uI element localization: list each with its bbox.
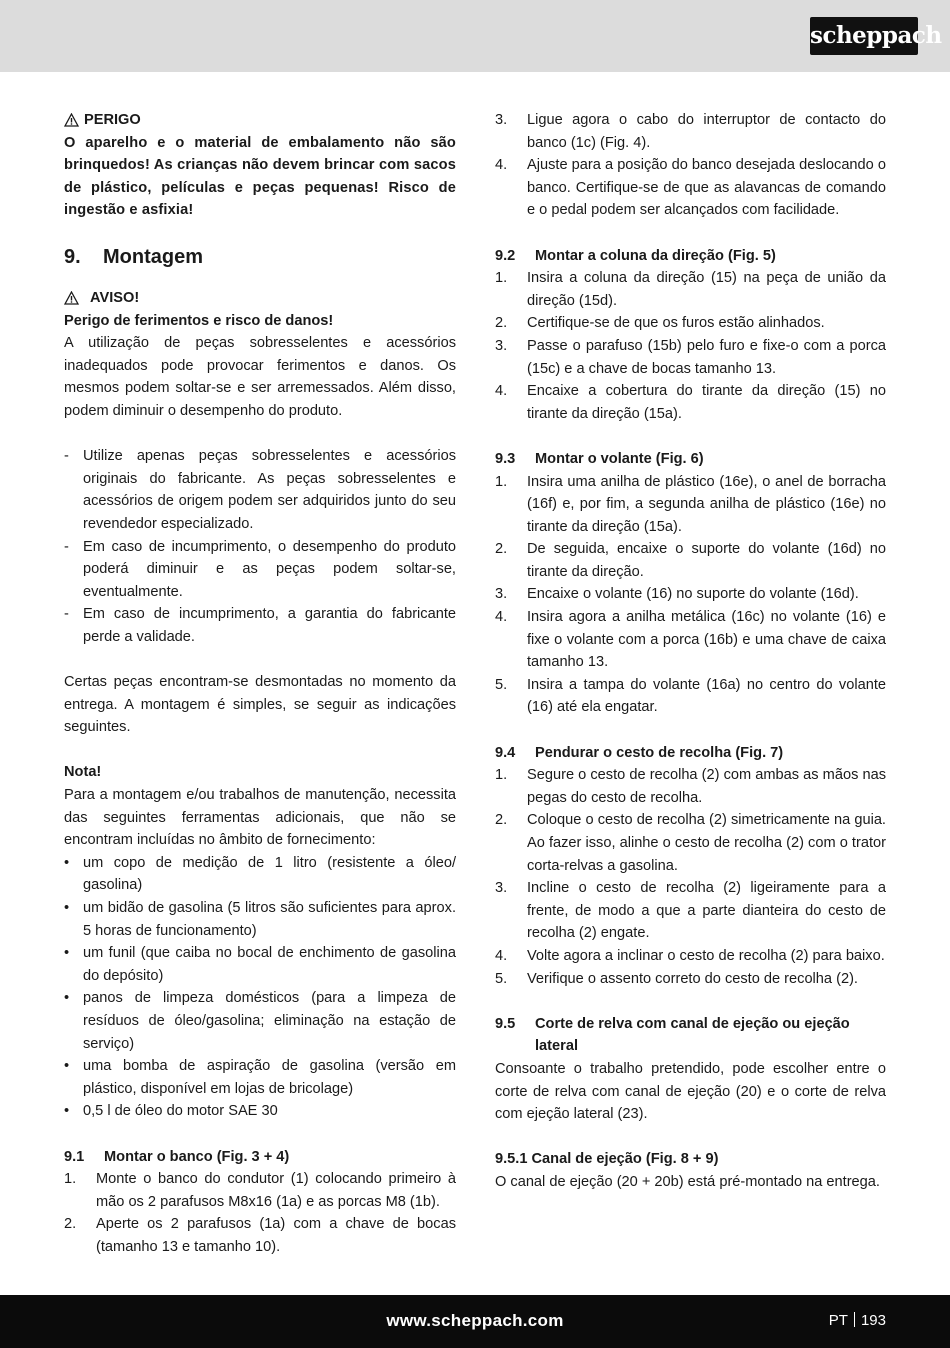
section-9-4-heading: 9.4 Pendurar o cesto de recolha (Fig. 7) (495, 744, 784, 761)
list-item: 1. Segure o cesto de recolha (2) com ambas as mãos nas pegas do cesto de recolha. (495, 767, 886, 806)
list-item: 3. Passe o parafuso (15b) pelo furo e fixe-o com a porca (15c) e a chave de bocas tamanho 13. (495, 337, 886, 377)
list-item: - Utilize apenas peças sobresselentes e acessórios originais do fabricante. As peças sobresselentes e acessórios de origem podem ser adquiridos junto do seu revendedor especializado. (64, 448, 456, 532)
right-column (495, 109, 886, 1194)
section-9-5-text: Consoante o trabalho pretendido, pode escolher entre o corte de relva com canal de ejeção (20) e o corte de relva com ejeção lateral (23). (495, 1060, 886, 1123)
section-9-2-heading: 9.2 Montar a coluna da direção (Fig. 5) (495, 247, 776, 264)
page-indicator (829, 1309, 886, 1333)
list-item: 1. Insira uma anilha de plástico (16e), o anel de borracha (16f) e, por fim, a segunda anilha de plástico (16e) no tirante da direção (15a). (495, 473, 886, 535)
list-item: 4. Insira agora a anilha metálica (16c) no volante (16) e fixe o volante com a porca (16b) e uma chave de caixa tamanho 13. (495, 609, 886, 671)
section-9-5-heading: 9.5 Corte de relva com canal de ejeção ou ejeção lateral (495, 1015, 850, 1055)
section-9-1-heading: 9.1 Montar o banco (Fig. 3 + 4) (64, 1148, 290, 1165)
list-item: - Em caso de incumprimento, a garantia do fabricante perde a validade. (64, 606, 456, 645)
list-item: 4. Encaixe a cobertura do tirante da direção (15) no tirante da direção (15a). (495, 383, 886, 422)
list-item: • 0,5 l de óleo do motor SAE 30 (64, 1103, 278, 1120)
aviso-text: A utilização de peças sobresselentes e acessórios inadequados pode provocar ferimentos e danos. Os mesmos podem soltar-se e ser arremessados. Além disso, podem diminuir o desempenho do produto. (64, 335, 456, 419)
left-column (64, 109, 456, 1259)
list-item: 5. Verifique o assento correto do cesto de recolha (2). (495, 970, 858, 987)
list-item: - Em caso de incumprimento, o desempenho do produto poderá diminuir e as peças podem soltar-se, eventualmente. (64, 538, 456, 600)
list-item: 2. De seguida, encaixe o suporte do volante (16d) no tirante da direção. (495, 541, 886, 580)
warning-triangle-icon (64, 113, 79, 127)
list-item: 1. Insira a coluna da direção (15) na peça de união da direção (15d). (495, 270, 886, 309)
list-item: 5. Insira a tampa do volante (16a) no centro do volante (16) até ela engatar. (495, 676, 886, 716)
scheppach-logo: scheppach (810, 17, 918, 55)
perigo-label: PERIGO (84, 112, 141, 128)
section-9-1-steps-continued (495, 109, 886, 222)
list-item: 2. Aperte os 2 parafusos (1a) com a chave de bocas (tamanho 13 e tamanho 10). (64, 1216, 456, 1255)
nota-label: Nota! (64, 764, 102, 781)
section-9-4-steps (495, 764, 886, 990)
section-9-5-1-text: O canal de ejeção (20 + 20b) está pré-montado na entrega. (495, 1173, 880, 1190)
tools-list (64, 852, 456, 1123)
section-9-1-steps (64, 1168, 456, 1258)
list-item: 1. Monte o banco do condutor (1) colocando primeiro à mão os 2 parafusos M8x16 (1a) e as porcas M8 (1b). (64, 1171, 456, 1210)
list-item: • um bidão de gasolina (5 litros são suficientes para aprox. 5 horas de funcionamento) (64, 900, 456, 939)
list-item: • uma bomba de aspiração de gasolina (versão em plástico, disponível em lojas de bricolage) (64, 1058, 456, 1097)
section-9-3-steps (495, 471, 886, 720)
list-item: • um funil (que caiba no bocal de enchimento de gasolina do depósito) (64, 945, 456, 984)
list-item: 4. Volte agora a inclinar o cesto de recolha (2) para baixo. (495, 947, 885, 964)
section-9-title: Montagem (103, 245, 203, 268)
section-9-heading (64, 242, 456, 272)
montagem-text: Certas peças encontram-se desmontadas no momento da entrega. A montagem é simples, se seguir as indicações seguintes. (64, 674, 456, 736)
aviso-heading (64, 287, 456, 310)
list-item: • um copo de medição de 1 litro (resistente a óleo/ gasolina) (64, 854, 456, 894)
dash-list (64, 445, 456, 648)
list-item: 2. Coloque o cesto de recolha (2) simetricamente na guia. Ao fazer isso, alinhe o cesto de recolha (2) com o trator corta-relvas a gasolina. (495, 812, 886, 874)
aviso-label: AVISO! (90, 289, 140, 306)
aviso-subtitle: Perigo de ferimentos e risco de danos! (64, 312, 334, 329)
list-item: 2. Certifique-se de que os furos estão alinhados. (495, 315, 825, 332)
list-item: 3. Incline o cesto de recolha (2) ligeiramente para a frente, de modo a que a parte dianteira do cesto de recolha (2) engate. (495, 880, 886, 942)
list-item: 3. Ligue agora o cabo do interruptor de contacto do banco (1c) (Fig. 4). (495, 112, 886, 151)
list-item: 4. Ajuste para a posição do banco desejada deslocando o banco. Certifique-se de que as alavancas de comando e o pedal podem ser alcançados com facilidade. (495, 157, 886, 219)
footer (0, 1295, 950, 1348)
perigo-text: O aparelho e o material de embalamento não são brinquedos! As crianças não devem brincar com sacos de plástico, películas e peças pequenas! Risco de ingestão e asfixia! (64, 134, 456, 219)
nota-text: Para a montagem e/ou trabalhos de manutenção, necessita das seguintes ferramentas adicionais, que não se encontram incluídas no âmbito de fornecimento: (64, 787, 456, 849)
warning-triangle-icon (64, 291, 79, 305)
section-9-2-steps (495, 267, 886, 425)
section-9-number: 9. (64, 245, 81, 268)
language-code: PT (828, 1312, 848, 1329)
perigo-heading (64, 109, 456, 132)
website-link[interactable]: www.scheppach.com (386, 1311, 564, 1330)
top-bar (0, 0, 950, 72)
list-item: 3. Encaixe o volante (16) no suporte do volante (16d). (495, 586, 859, 603)
list-item: • panos de limpeza domésticos (para a limpeza de resíduos de óleo/gasolina; eliminação na estação de serviço) (64, 990, 456, 1052)
section-9-3-heading: 9.3 Montar o volante (Fig. 6) (495, 450, 704, 467)
page-number: 193 (860, 1312, 886, 1329)
section-9-5-1-heading: 9.5.1 Canal de ejeção (Fig. 8 + 9) (495, 1151, 719, 1168)
